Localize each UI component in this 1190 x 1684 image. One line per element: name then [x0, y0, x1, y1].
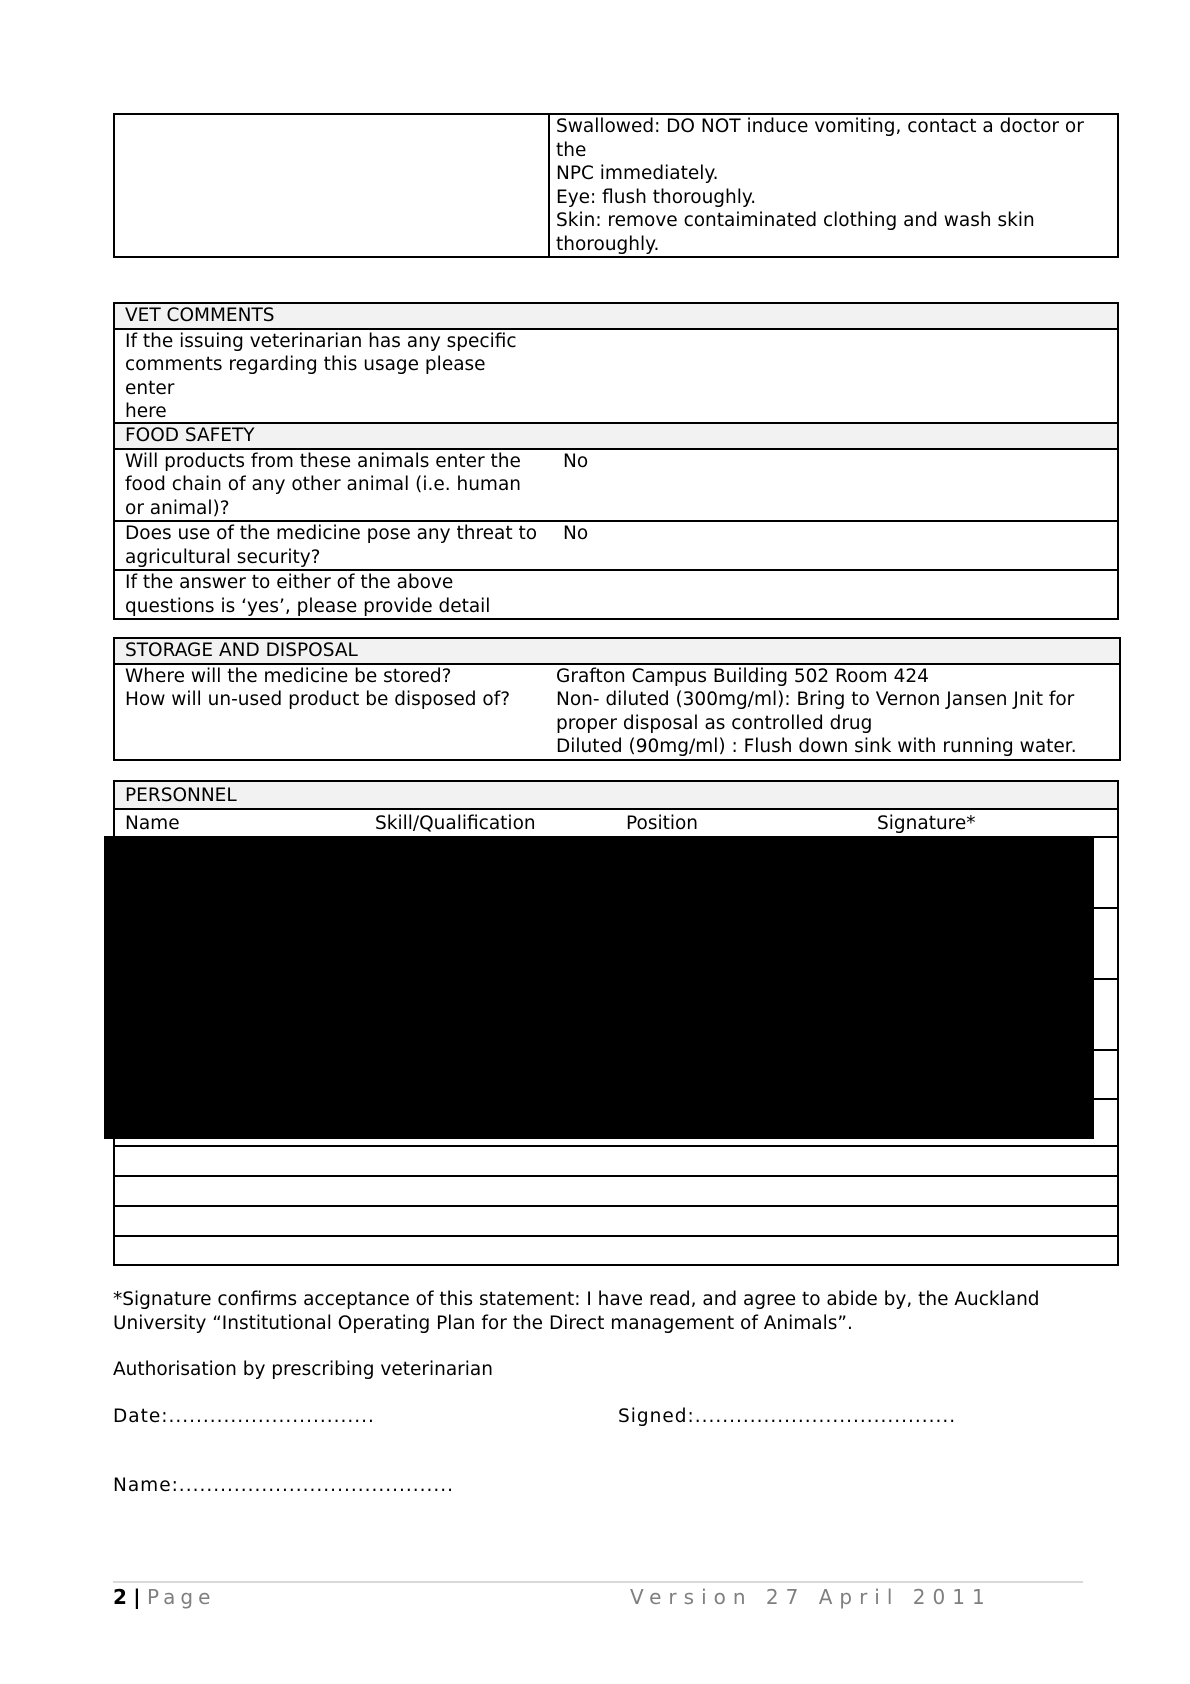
column-header-name: Name: [114, 809, 365, 837]
food-chain-answer[interactable]: No: [549, 449, 1118, 522]
column-header-position: Position: [616, 809, 867, 837]
storage-questions: [114, 664, 546, 760]
personnel-row[interactable]: [114, 1206, 1118, 1236]
vet-comments-table: [113, 302, 1119, 426]
page-footer: [113, 1586, 215, 1610]
vet-comments-heading: VET COMMENTS: [114, 303, 1118, 329]
signature-statement: [113, 1288, 1113, 1335]
footer-rule: [113, 1581, 1083, 1583]
agricultural-security-question: [114, 521, 549, 570]
yes-detail-question: [114, 570, 549, 619]
storage-answer-line: Diluted (90mg/ml) : Flush down sink with running water.: [556, 736, 1077, 757]
personnel-heading: PERSONNEL: [114, 781, 1118, 809]
version-label: Version 27 April 2011: [630, 1585, 992, 1609]
food-chain-question: [114, 449, 549, 522]
page-word: Page: [146, 1585, 216, 1609]
first-aid-line: Eye: flush thoroughly.: [556, 186, 757, 208]
column-header-signature: Signature*: [867, 809, 1118, 837]
first-aid-table: [113, 113, 1119, 258]
personnel-row[interactable]: [114, 1146, 1118, 1176]
storage-heading: STORAGE AND DISPOSAL: [114, 638, 1120, 664]
storage-table: [113, 637, 1121, 761]
first-aid-line: Skin: remove contaiminated clothing and wash skin: [556, 210, 1035, 231]
first-aid-line: Swallowed: DO NOT induce vomiting, contact a doctor or the: [556, 116, 1084, 161]
question-line: or animal)?: [125, 497, 230, 519]
storage-answer-line: Non- diluted (300mg/ml): Bring to Vernon Jansen Jnit for: [556, 689, 1075, 710]
question-line: If the answer to either of the above: [125, 572, 454, 593]
disposal-question: How will un-used product be disposed of?: [125, 689, 511, 710]
name-field[interactable]: Name:........................................: [113, 1475, 455, 1496]
authorisation-label: Authorisation by prescribing veterinarian: [113, 1359, 493, 1380]
first-aid-blank-cell: [114, 114, 549, 257]
personnel-row[interactable]: [114, 1176, 1118, 1206]
statement-line: University “Institutional Operating Plan for the Direct management of Animals”.: [113, 1312, 853, 1334]
storage-answers[interactable]: [546, 664, 1120, 760]
question-line: Does use of the medicine pose any threat to: [125, 523, 538, 544]
food-safety-table: [113, 422, 1119, 620]
first-aid-line: thoroughly.: [556, 233, 660, 255]
page-separator: |: [133, 1585, 141, 1609]
storage-answer-line: proper disposal as controlled drug: [556, 712, 873, 734]
vet-comments-prompt-line: If the issuing veterinarian has any specific: [125, 330, 517, 352]
first-aid-instructions: [549, 114, 1118, 257]
vet-comments-prompt: [114, 329, 549, 425]
question-line: Will products from these animals enter the: [125, 450, 521, 472]
storage-location-question: Where will the medicine be stored?: [125, 665, 452, 687]
personnel-row[interactable]: [114, 1236, 1118, 1265]
first-aid-line: NPC immediately.: [556, 163, 719, 184]
vet-comments-field[interactable]: [549, 329, 1118, 425]
question-line: questions is ‘yes’, please provide detail: [125, 595, 491, 617]
signed-field[interactable]: Signed:......................................: [618, 1406, 957, 1427]
yes-detail-answer[interactable]: [549, 570, 1118, 619]
food-safety-heading: FOOD SAFETY: [114, 423, 1118, 449]
vet-comments-prompt-line: here: [125, 401, 167, 422]
question-line: food chain of any other animal (i.e. human: [125, 474, 522, 495]
question-line: agricultural security?: [125, 546, 321, 568]
date-field[interactable]: Date:..............................: [113, 1406, 375, 1427]
storage-answer-line: Grafton Campus Building 502 Room 424: [556, 665, 929, 687]
agricultural-security-answer[interactable]: No: [549, 521, 1118, 570]
redaction-block: [104, 836, 1094, 1139]
page-number: 2: [113, 1585, 127, 1609]
vet-comments-prompt-line: comments regarding this usage please enter: [125, 354, 486, 399]
statement-line: *Signature confirms acceptance of this statement: I have read, and agree to abide by, the Auckland: [113, 1289, 1040, 1310]
column-header-skill: Skill/Qualification: [365, 809, 616, 837]
